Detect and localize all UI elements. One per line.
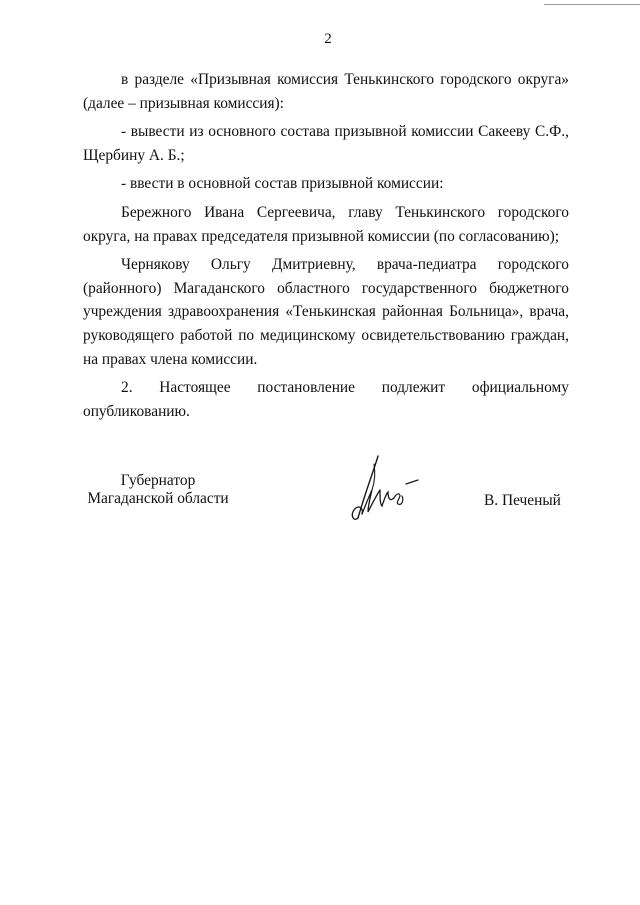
- signatory-title: [78, 472, 238, 508]
- paragraph-add-members-intro: - ввести в основной состав призывной комиссии:: [121, 175, 444, 193]
- paragraph-chairman: Бережного Ивана Сергеевича, главу Тенькинского городского округа, на правах председателя призывной комиссии (по согласованию);: [83, 203, 569, 245]
- signatory-title-line1: Губернатор: [120, 472, 196, 489]
- signatory-name: В. Печеный: [484, 492, 561, 509]
- handwritten-signature: [344, 450, 424, 532]
- paragraph-member: Чернякову Ольгу Дмитриевну, врача-педиатра городского (районного) Магаданского областного государственного бюджетного учреждения здравоохранения «Тенькинская районная Больница», врача, руководящего работой по медицинскому освидетельствованию граждан, на правах члена комиссии.: [83, 256, 569, 368]
- paragraph-remove-members: - вывести из основного состава призывной комиссии Сакееву С.Ф., Щербину А. Б.;: [83, 123, 569, 164]
- page-number: 2: [324, 31, 332, 47]
- signatory-title-line2: Магаданской области: [87, 490, 229, 507]
- paragraph-section-ref: в разделе «Призывная комиссия Тенькинского городского округа» (далее – призывная комиссия):: [83, 71, 569, 112]
- paragraph-publication: 2. Настоящее постановление подлежит официальному опубликованию.: [83, 379, 569, 420]
- top-rule: [544, 4, 640, 5]
- document-body: [83, 68, 569, 428]
